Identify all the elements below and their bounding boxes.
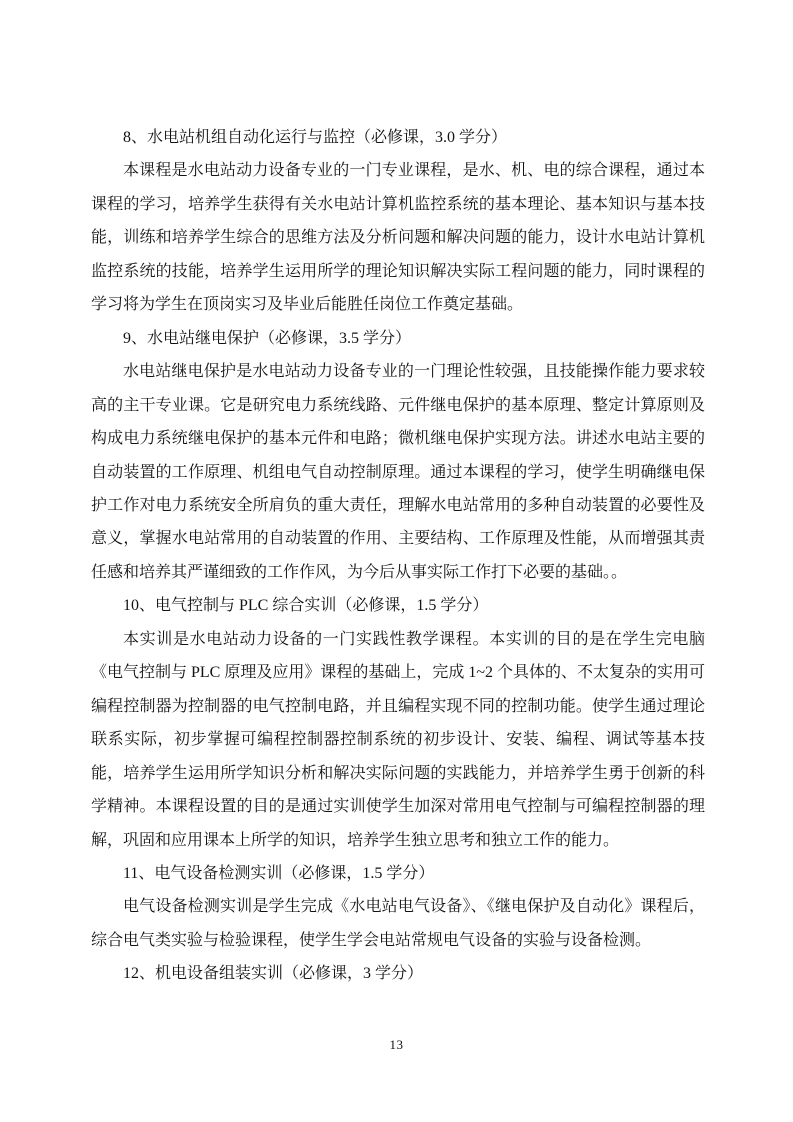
course-description-10: 本实训是水电站动力设备的一门实践性教学课程。本实训的目的是在学生完电脑《电气控制与 PLC 原理及应用》课程的基础上，完成 1~2 个具体的、不太复杂的实用可编程控制器为控制器的电气控制电路，并且编程实现不同的控制功能。使学生通过理论联系实际，初步掌握可编程控制器控制系统的初步设计、安装、编程、调试等基本技能，培养学生运用所学知识分析和解决实际问题的实践能力，并培养学生勇于创新的科学精神。本课程设置的目的是通过实训使学生加深对常用电气控制与可编程控制器的理解，巩固和应用课本上所学的知识，培养学生独立思考和独立工作的能力。 <box>91 630 706 849</box>
course-description-8: 本课程是水电站动力设备专业的一门专业课程，是水、机、电的综合课程，通过本课程的学习，培养学生获得有关水电站计算机监控系统的基本理论、基本知识与基本技能，训练和培养学生综合的思维方法及分析问题和解决问题的能力，设计水电站计算机监控系统的技能，培养学生运用所学的理论知识解决实际工程问题的能力，同时课程的学习将为学生在顶岗实习及毕业后能胜任岗位工作奠定基础。 <box>91 162 705 314</box>
course-heading-9: 9、水电站继电保护（必修课，3.5 学分） <box>123 329 412 347</box>
course-heading-10: 10、电气控制与 PLC 综合实训（必修课，1.5 学分） <box>123 597 489 615</box>
page-footer <box>0 1036 793 1054</box>
course-heading-8: 8、水电站机组自动化运行与监控（必修课，3.0 学分） <box>123 129 508 146</box>
page-content <box>91 121 705 991</box>
page-number: 13 <box>389 1037 404 1052</box>
course-heading-11: 11、电气设备检测实训（必修课，1.5 学分） <box>123 864 435 882</box>
course-heading-12: 12、机电设备组装实训（必修课，3 学分） <box>123 965 424 983</box>
course-description-9: 水电站继电保护是水电站动力设备专业的一门理论性较强，且技能操作能力要求较高的主干专业课。它是研究电力系统线路、元件继电保护的基本原理、整定计算原则及构成电力系统继电保护的基本元件和电路；微机继电保护实现方法。讲述水电站主要的自动装置的工作原理、机组电气自动控制原理。通过本课程的学习，使学生明确继电保护工作对电力系统安全所肩负的重大责任，理解水电站常用的多种自动装置的必要性及意义，掌握水电站常用的自动装置的作用、主要结构、工作原理及性能，从而增强其责任感和培养其严谨细致的工作作风，为今后从事实际工作打下必要的基础。。 <box>91 363 705 581</box>
course-description-11: 电气设备检测实训是学生完成《水电站电气设备》、《继电保护及自动化》课程后，综合电气类实验与检验课程，使学生学会电站常规电气设备的实验与设备检测。 <box>91 898 705 949</box>
